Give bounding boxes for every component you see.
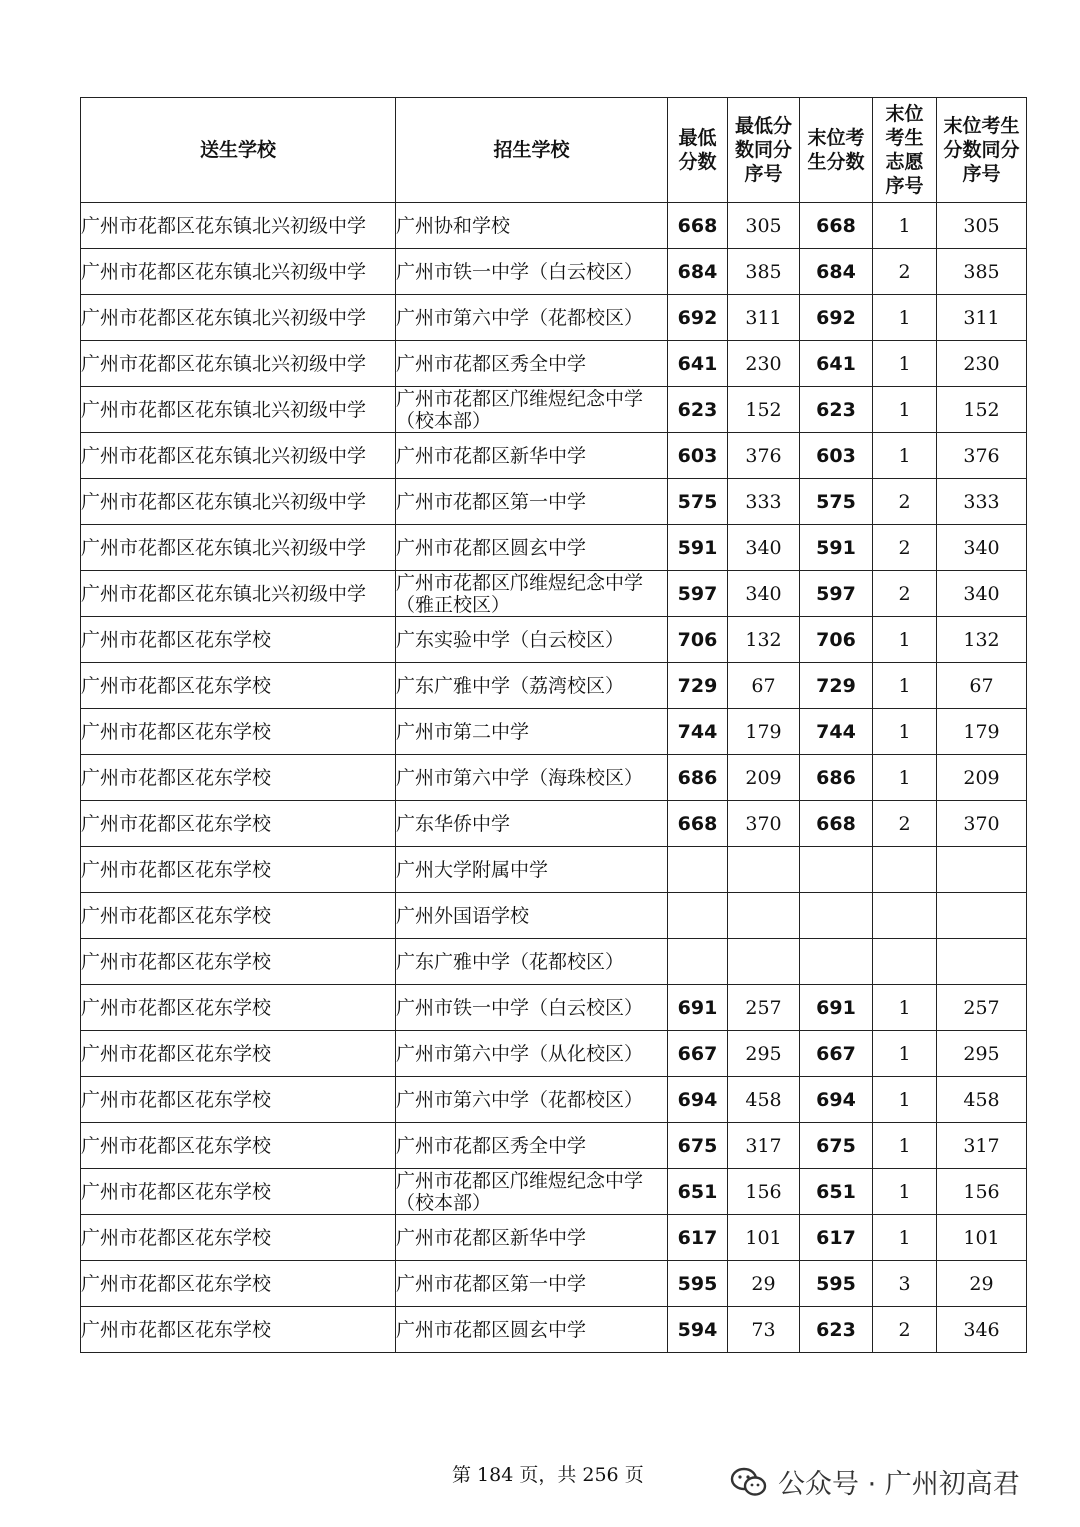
min-score-rank-cell: 257 (728, 985, 800, 1031)
table-row (81, 433, 1027, 479)
last-score-cell: 729 (800, 663, 873, 709)
min-score-rank-cell: 132 (728, 617, 800, 663)
recv-school-cell: 广州市第六中学（花都校区） (396, 295, 668, 341)
header-line: 序号 (962, 163, 1001, 185)
table-row (81, 985, 1027, 1031)
last-choice-cell: 2 (873, 525, 937, 571)
recv-school-cell: 广州市第二中学 (396, 709, 668, 755)
header-line: 生分数 (807, 151, 865, 173)
min-score-cell: 686 (668, 755, 728, 801)
last-choice-cell: 1 (873, 341, 937, 387)
min-score-cell: 692 (668, 295, 728, 341)
min-score-rank-cell: 333 (728, 479, 800, 525)
send-school-cell: 广州市花都区花东镇北兴初级中学 (81, 249, 396, 295)
header-line: 序号 (885, 175, 924, 197)
last-score-cell: 668 (800, 801, 873, 847)
recv-school-cell: 广州市花都区新华中学 (396, 433, 668, 479)
last-rank-cell (937, 893, 1027, 939)
last-score-cell: 575 (800, 479, 873, 525)
min-score-cell: 651 (668, 1169, 728, 1215)
last-choice-cell (873, 893, 937, 939)
header-line: 志愿 (885, 151, 924, 173)
recv-school-cell: 广州大学附属中学 (396, 847, 668, 893)
send-school-cell: 广州市花都区花东学校 (81, 1123, 396, 1169)
last-choice-cell: 1 (873, 709, 937, 755)
table-row (81, 1307, 1027, 1353)
min-score-cell: 691 (668, 985, 728, 1031)
recv-school-cell: 广州市花都区邝维煜纪念中学（校本部） (396, 387, 668, 433)
min-score-cell (668, 847, 728, 893)
min-score-rank-cell (728, 847, 800, 893)
table-row (81, 341, 1027, 387)
watermark (730, 1462, 1020, 1501)
header-last-score (800, 98, 873, 203)
header-line: 末位 (885, 103, 924, 125)
watermark-text: 公众号 · 广州初高君 (778, 1469, 1020, 1500)
last-score-cell: 675 (800, 1123, 873, 1169)
recv-school-cell: 广州市铁一中学（白云校区） (396, 985, 668, 1031)
last-score-cell: 691 (800, 985, 873, 1031)
last-score-cell (800, 939, 873, 985)
table-header (81, 98, 1027, 203)
send-school-cell: 广州市花都区花东学校 (81, 709, 396, 755)
recv-school-cell: 广州市花都区秀全中学 (396, 1123, 668, 1169)
min-score-cell: 603 (668, 433, 728, 479)
recv-school-cell: 广东广雅中学（荔湾校区） (396, 663, 668, 709)
min-score-rank-cell: 67 (728, 663, 800, 709)
min-score-rank-cell: 152 (728, 387, 800, 433)
last-choice-cell (873, 847, 937, 893)
last-choice-cell: 1 (873, 433, 937, 479)
last-rank-cell: 179 (937, 709, 1027, 755)
send-school-cell: 广州市花都区花东学校 (81, 1169, 396, 1215)
last-rank-cell: 132 (937, 617, 1027, 663)
min-score-cell: 684 (668, 249, 728, 295)
last-score-cell: 603 (800, 433, 873, 479)
page-number: 第 184 页，共 256 页 (452, 1464, 644, 1486)
last-choice-cell (873, 939, 937, 985)
last-score-cell: 641 (800, 341, 873, 387)
header-line: 考生 (885, 127, 924, 149)
table-row (81, 1123, 1027, 1169)
last-rank-cell (937, 847, 1027, 893)
min-score-rank-cell: 209 (728, 755, 800, 801)
recv-school-cell: 广州市花都区邝维煜纪念中学（校本部） (396, 1169, 668, 1215)
last-choice-cell: 1 (873, 295, 937, 341)
min-score-cell: 591 (668, 525, 728, 571)
last-rank-cell: 209 (937, 755, 1027, 801)
send-school-cell: 广州市花都区花东学校 (81, 1215, 396, 1261)
last-choice-cell: 1 (873, 1169, 937, 1215)
min-score-rank-cell: 230 (728, 341, 800, 387)
last-rank-cell: 152 (937, 387, 1027, 433)
min-score-cell: 575 (668, 479, 728, 525)
last-rank-cell: 311 (937, 295, 1027, 341)
header-min-score (668, 98, 728, 203)
last-score-cell: 595 (800, 1261, 873, 1307)
last-choice-cell: 1 (873, 617, 937, 663)
min-score-cell: 667 (668, 1031, 728, 1077)
recv-school-cell: 广州市花都区新华中学 (396, 1215, 668, 1261)
min-score-cell: 594 (668, 1307, 728, 1353)
min-score-rank-cell: 385 (728, 249, 800, 295)
table-row (81, 1077, 1027, 1123)
min-score-rank-cell: 370 (728, 801, 800, 847)
send-school-cell: 广州市花都区花东学校 (81, 1077, 396, 1123)
table-row (81, 893, 1027, 939)
min-score-rank-cell: 73 (728, 1307, 800, 1353)
header-last-choice (873, 98, 937, 203)
last-choice-cell: 1 (873, 663, 937, 709)
min-score-cell (668, 893, 728, 939)
table-row (81, 571, 1027, 617)
last-rank-cell: 340 (937, 571, 1027, 617)
send-school-cell: 广州市花都区花东学校 (81, 893, 396, 939)
header-line: 分数 (678, 151, 717, 173)
last-choice-cell: 2 (873, 571, 937, 617)
min-score-cell: 675 (668, 1123, 728, 1169)
send-school-cell: 广州市花都区花东镇北兴初级中学 (81, 387, 396, 433)
recv-school-cell: 广州市第六中学（海珠校区） (396, 755, 668, 801)
header-line: 分数同分 (943, 139, 1020, 161)
last-score-cell: 686 (800, 755, 873, 801)
table-row (81, 525, 1027, 571)
last-choice-cell: 1 (873, 1077, 937, 1123)
last-rank-cell: 156 (937, 1169, 1027, 1215)
recv-school-cell: 广州外国语学校 (396, 893, 668, 939)
min-score-rank-cell: 458 (728, 1077, 800, 1123)
last-score-cell: 684 (800, 249, 873, 295)
last-rank-cell: 370 (937, 801, 1027, 847)
last-score-cell (800, 893, 873, 939)
recv-school-cell: 广州市第六中学（从化校区） (396, 1031, 668, 1077)
recv-school-cell: 广州市铁一中学（白云校区） (396, 249, 668, 295)
table-row (81, 1215, 1027, 1261)
last-rank-cell: 101 (937, 1215, 1027, 1261)
send-school-cell: 广州市花都区花东镇北兴初级中学 (81, 479, 396, 525)
recv-school-cell: 广东实验中学（白云校区） (396, 617, 668, 663)
header-min-score-rank (728, 98, 800, 203)
last-rank-cell: 257 (937, 985, 1027, 1031)
header-line: 末位考 (807, 127, 865, 149)
min-score-rank-cell (728, 939, 800, 985)
table-row (81, 847, 1027, 893)
min-score-rank-cell: 317 (728, 1123, 800, 1169)
last-rank-cell: 295 (937, 1031, 1027, 1077)
last-choice-cell: 2 (873, 801, 937, 847)
table-row (81, 249, 1027, 295)
table-row (81, 755, 1027, 801)
admission-table (80, 97, 1027, 1353)
last-rank-cell: 346 (937, 1307, 1027, 1353)
last-rank-cell: 333 (937, 479, 1027, 525)
min-score-rank-cell: 311 (728, 295, 800, 341)
last-choice-cell: 3 (873, 1261, 937, 1307)
last-rank-cell: 230 (937, 341, 1027, 387)
last-score-cell: 694 (800, 1077, 873, 1123)
send-school-cell: 广州市花都区花东学校 (81, 1307, 396, 1353)
table-row (81, 801, 1027, 847)
last-rank-cell (937, 939, 1027, 985)
last-score-cell: 692 (800, 295, 873, 341)
min-score-cell: 597 (668, 571, 728, 617)
last-choice-cell: 2 (873, 249, 937, 295)
last-choice-cell: 2 (873, 479, 937, 525)
table-row (81, 709, 1027, 755)
last-choice-cell: 1 (873, 387, 937, 433)
min-score-rank-cell: 29 (728, 1261, 800, 1307)
min-score-rank-cell: 340 (728, 525, 800, 571)
last-choice-cell: 1 (873, 203, 937, 249)
table-row (81, 479, 1027, 525)
min-score-rank-cell: 156 (728, 1169, 800, 1215)
min-score-cell (668, 939, 728, 985)
header-last-rank (937, 98, 1027, 203)
header-line: 序号 (744, 163, 783, 185)
send-school-cell: 广州市花都区花东镇北兴初级中学 (81, 433, 396, 479)
header-line: 最低 (678, 127, 717, 149)
last-rank-cell: 385 (937, 249, 1027, 295)
min-score-cell: 668 (668, 203, 728, 249)
min-score-cell: 668 (668, 801, 728, 847)
min-score-rank-cell: 305 (728, 203, 800, 249)
recv-school-cell: 广东华侨中学 (396, 801, 668, 847)
last-score-cell: 744 (800, 709, 873, 755)
last-score-cell: 623 (800, 387, 873, 433)
table-row (81, 939, 1027, 985)
min-score-cell: 623 (668, 387, 728, 433)
header-send-school: 送生学校 (81, 98, 396, 203)
last-score-cell: 667 (800, 1031, 873, 1077)
recv-school-cell: 广州市第六中学（花都校区） (396, 1077, 668, 1123)
min-score-cell: 706 (668, 617, 728, 663)
last-rank-cell: 29 (937, 1261, 1027, 1307)
recv-school-cell: 广州市花都区圆玄中学 (396, 525, 668, 571)
table-row (81, 203, 1027, 249)
recv-school-cell: 广州市花都区第一中学 (396, 1261, 668, 1307)
send-school-cell: 广州市花都区花东学校 (81, 1261, 396, 1307)
min-score-cell: 641 (668, 341, 728, 387)
last-score-cell: 623 (800, 1307, 873, 1353)
recv-school-cell: 广州市花都区秀全中学 (396, 341, 668, 387)
last-choice-cell: 1 (873, 755, 937, 801)
wechat-icon (730, 1467, 768, 1497)
last-score-cell: 617 (800, 1215, 873, 1261)
recv-school-cell: 广州市花都区第一中学 (396, 479, 668, 525)
header-line: 数同分 (734, 139, 792, 161)
last-score-cell (800, 847, 873, 893)
last-rank-cell: 305 (937, 203, 1027, 249)
send-school-cell: 广州市花都区花东学校 (81, 1031, 396, 1077)
last-choice-cell: 1 (873, 1123, 937, 1169)
send-school-cell: 广州市花都区花东镇北兴初级中学 (81, 203, 396, 249)
send-school-cell: 广州市花都区花东学校 (81, 801, 396, 847)
send-school-cell: 广州市花都区花东镇北兴初级中学 (81, 295, 396, 341)
last-rank-cell: 67 (937, 663, 1027, 709)
last-rank-cell: 458 (937, 1077, 1027, 1123)
min-score-rank-cell: 179 (728, 709, 800, 755)
header-line: 末位考生 (943, 115, 1020, 137)
last-rank-cell: 340 (937, 525, 1027, 571)
last-score-cell: 591 (800, 525, 873, 571)
send-school-cell: 广州市花都区花东镇北兴初级中学 (81, 341, 396, 387)
header-line: 最低分 (734, 115, 792, 137)
send-school-cell: 广州市花都区花东镇北兴初级中学 (81, 571, 396, 617)
table-body (81, 203, 1027, 1353)
last-choice-cell: 1 (873, 985, 937, 1031)
min-score-rank-cell (728, 893, 800, 939)
recv-school-cell: 广州市花都区邝维煜纪念中学（雅正校区） (396, 571, 668, 617)
min-score-cell: 595 (668, 1261, 728, 1307)
send-school-cell: 广州市花都区花东学校 (81, 939, 396, 985)
send-school-cell: 广州市花都区花东学校 (81, 985, 396, 1031)
table-row (81, 663, 1027, 709)
min-score-cell: 744 (668, 709, 728, 755)
header-recv-school: 招生学校 (396, 98, 668, 203)
table-row (81, 1031, 1027, 1077)
min-score-cell: 729 (668, 663, 728, 709)
send-school-cell: 广州市花都区花东学校 (81, 755, 396, 801)
table-row (81, 617, 1027, 663)
min-score-rank-cell: 340 (728, 571, 800, 617)
table-row (81, 1169, 1027, 1215)
send-school-cell: 广州市花都区花东镇北兴初级中学 (81, 525, 396, 571)
send-school-cell: 广州市花都区花东学校 (81, 617, 396, 663)
header-row (81, 98, 1027, 203)
last-score-cell: 668 (800, 203, 873, 249)
recv-school-cell: 广州市花都区圆玄中学 (396, 1307, 668, 1353)
send-school-cell: 广州市花都区花东学校 (81, 663, 396, 709)
table-row (81, 1261, 1027, 1307)
min-score-cell: 617 (668, 1215, 728, 1261)
table-row (81, 295, 1027, 341)
last-score-cell: 597 (800, 571, 873, 617)
last-choice-cell: 2 (873, 1307, 937, 1353)
send-school-cell: 广州市花都区花东学校 (81, 847, 396, 893)
last-choice-cell: 1 (873, 1031, 937, 1077)
last-choice-cell: 1 (873, 1215, 937, 1261)
min-score-rank-cell: 295 (728, 1031, 800, 1077)
last-score-cell: 651 (800, 1169, 873, 1215)
table-row (81, 387, 1027, 433)
min-score-cell: 694 (668, 1077, 728, 1123)
last-score-cell: 706 (800, 617, 873, 663)
last-rank-cell: 317 (937, 1123, 1027, 1169)
last-rank-cell: 376 (937, 433, 1027, 479)
recv-school-cell: 广州协和学校 (396, 203, 668, 249)
recv-school-cell: 广东广雅中学（花都校区） (396, 939, 668, 985)
min-score-rank-cell: 101 (728, 1215, 800, 1261)
min-score-rank-cell: 376 (728, 433, 800, 479)
